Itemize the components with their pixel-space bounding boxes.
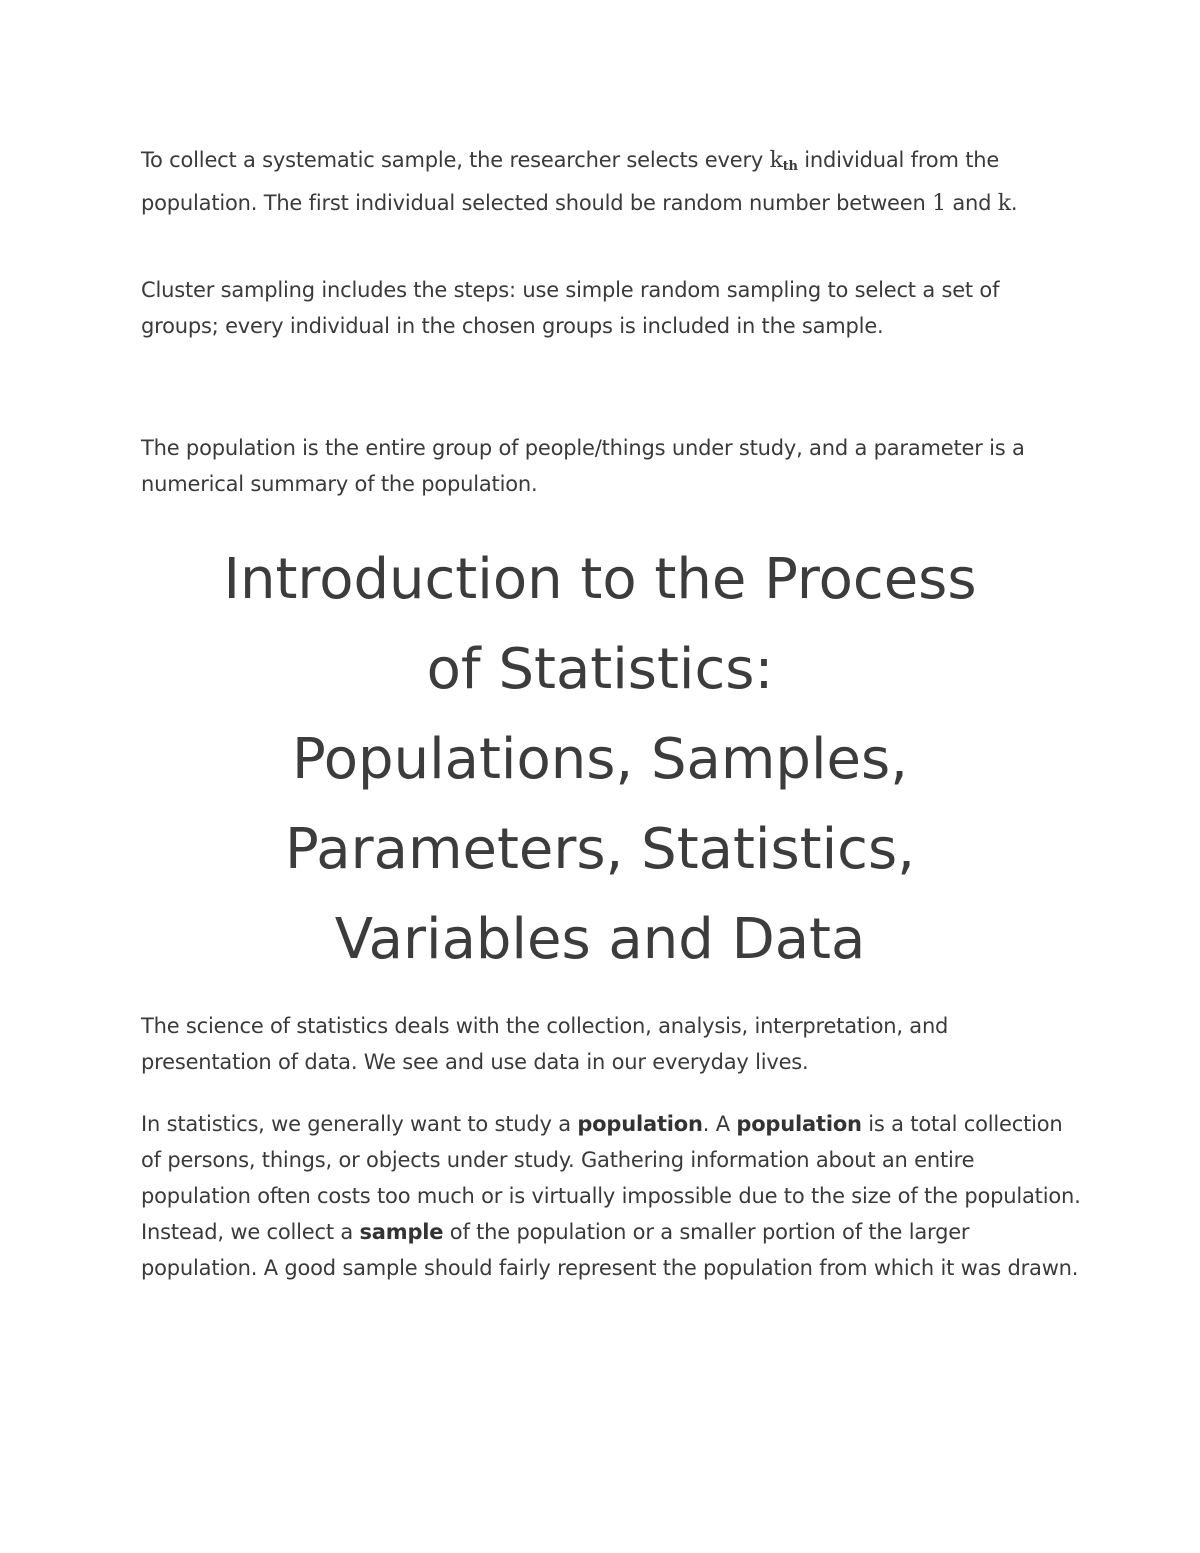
- title-line: Introduction to the Process: [223, 547, 977, 612]
- text-run: In statistics, we generally want to study a: [141, 1112, 578, 1136]
- text-run: and: [945, 191, 998, 215]
- science-of-statistics-paragraph: The science of statistics deals with the collection, analysis, interpretation, and presentation of data. We see and use data in our everyday lives.: [141, 1014, 949, 1074]
- math-k: k: [769, 148, 783, 173]
- text-run: of the population or a smaller portion of the larger population. A good sample should fairly represent the population from which it was drawn.: [141, 1220, 1079, 1280]
- title-line: Populations, Samples,: [292, 727, 908, 792]
- math-k: k: [997, 191, 1011, 216]
- title-line: Parameters, Statistics,: [285, 817, 915, 882]
- cluster-sampling-paragraph: Cluster sampling includes the steps: use simple random sampling to select a set of groups; every individual in the chosen groups is included in the sample.: [141, 278, 1000, 338]
- bold-term-sample: sample: [359, 1220, 444, 1244]
- text-run: individual from the population. The first individual selected should be random number between: [141, 148, 1000, 215]
- bold-term-population: population: [577, 1112, 703, 1136]
- population-sample-paragraph: [141, 1106, 1081, 1286]
- text-run: . A: [702, 1112, 737, 1136]
- population-definition-paragraph: The population is the entire group of people/things under study, and a parameter is a numerical summary of the population.: [141, 436, 1025, 496]
- text-run: .: [1010, 191, 1018, 215]
- text-run: To collect a systematic sample, the researcher selects every: [141, 148, 770, 172]
- bold-term-population: population: [736, 1112, 862, 1136]
- math-one: 1: [932, 191, 946, 216]
- page-title: [100, 535, 1100, 985]
- math-th: th: [782, 159, 798, 174]
- text-run: is a total collection of persons, things, or objects under study. Gathering information about an entire population often costs too much or is virtually impossible due to the size of the population. Instead, we collect a: [141, 1112, 1081, 1244]
- systematic-sample-paragraph: [141, 142, 1081, 222]
- title-line: Variables and Data: [334, 907, 866, 972]
- title-line: of Statistics:: [426, 637, 774, 702]
